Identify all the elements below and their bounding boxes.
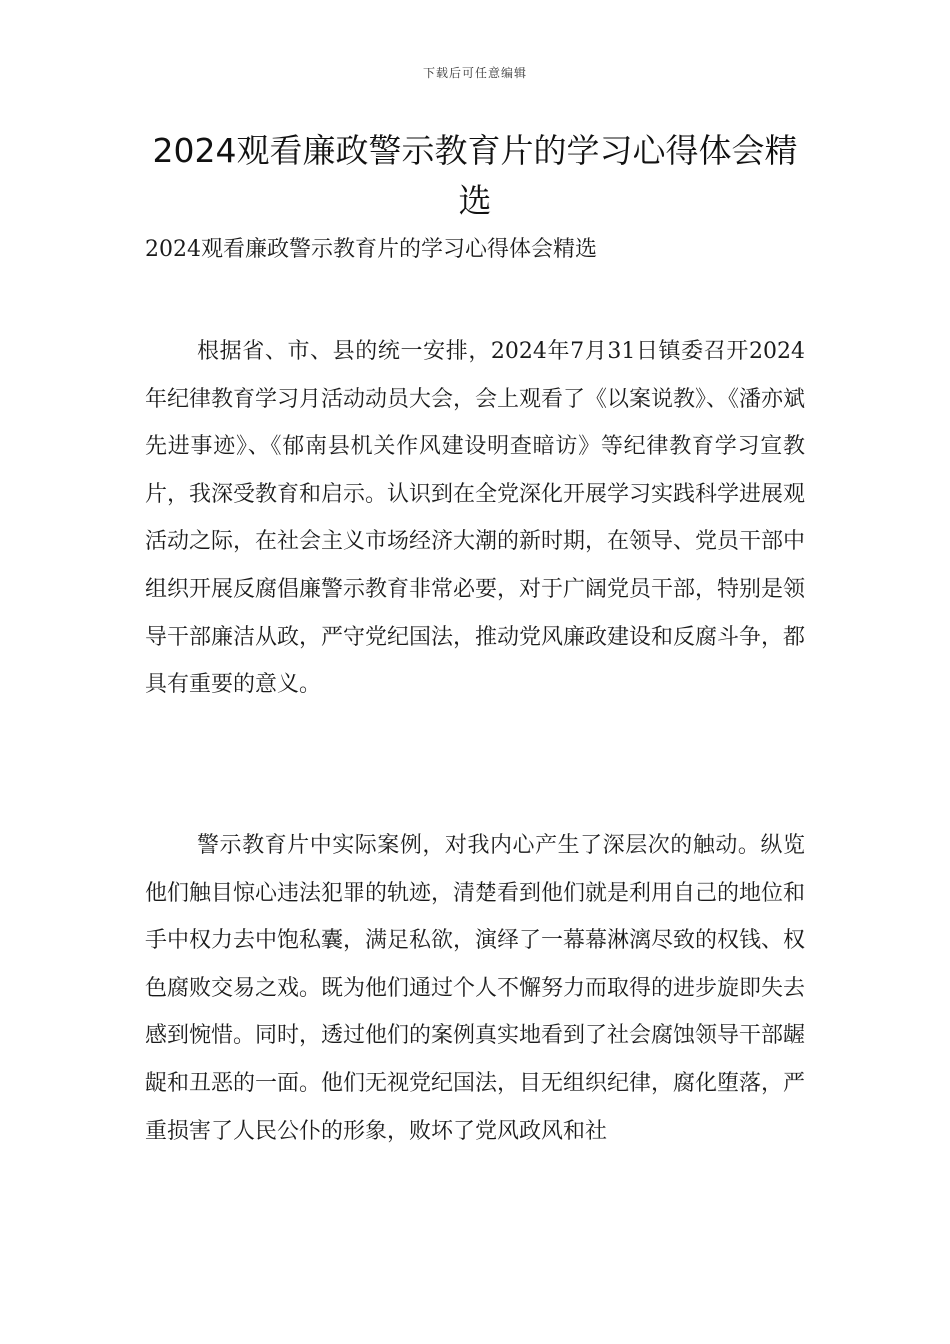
body-paragraph-2: 警示教育片中实际案例，对我内心产生了深层次的触动。纵览他们触目惊心违法犯罪的轨迹，清楚看到他们就是利用自己的地位和手中权力去中饱私囊，满足私欲，演绎了一幕幕淋漓尽致的权钱、权色腐败交易之戏。既为他们通过个人不懈努力而取得的进步旋即失去感到惋惜。同时，透过他们的案例真实地看到了社会腐蚀领导干部龌龊和丑恶的一面。他们无视党纪国法，目无组织纪律，腐化堕落，严重损害了人民公仆的形象，败坏了党风政风和社 (145, 833, 806, 1144)
body-paragraph-1: 根据省、市、县的统一安排，2024年7月31日镇委召开2024年纪律教育学习月活动动员大会，会上观看了《以案说教》、《潘亦斌先进事迹》、《郁南县机关作风建设明查暗访》等纪律教育学习宣教片，我深受教育和启示。认识到在全党深化开展学习实践科学进展观活动之际，在社会主义市场经济大潮的新时期，在领导、党员干部中组织开展反腐倡廉警示教育非常必要，对于广阔党员干部，特别是领导干部廉洁从政，严守党纪国法，推动党风廉政建设和反腐斗争，都具有重要的意义。 (145, 339, 806, 698)
document-subtitle: 2024观看廉政警示教育片的学习心得体会精选 (145, 237, 597, 262)
document-title: 2024观看廉政警示教育片的学习心得体会精选 (152, 131, 798, 220)
header-note: 下载后可任意编辑 (422, 66, 527, 80)
